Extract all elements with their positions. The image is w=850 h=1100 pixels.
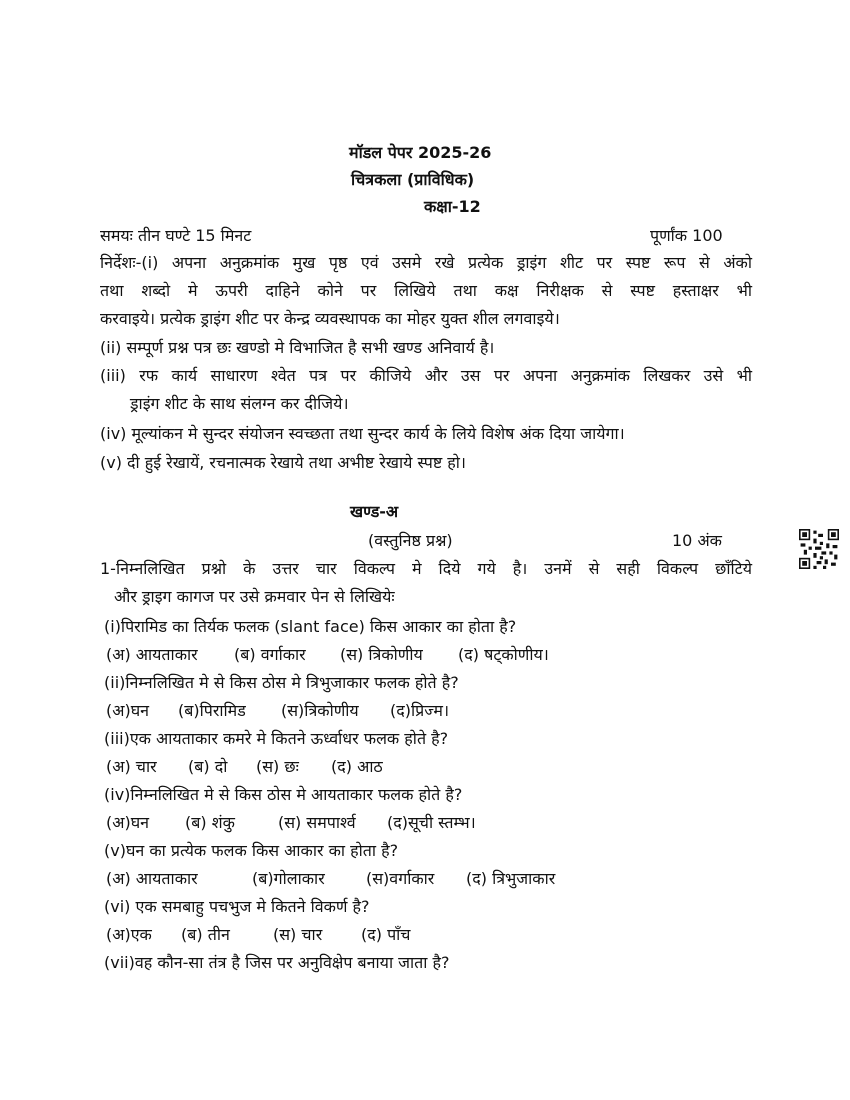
instruction-v: (v) दी हुई रेखायें, रचनात्मक रेखाये तथा अभीष्ट रेखाये स्पष्ट हो। bbox=[100, 453, 466, 472]
subquestion: (v)घन का प्रत्येक फलक किस आकार का होता है? bbox=[104, 841, 399, 860]
class-label: कक्षा-12 bbox=[424, 197, 481, 216]
instruction-iii-line: ड्राइंग शीट के साथ संलग्न कर दीजिये। bbox=[130, 394, 349, 413]
option: (स) चार bbox=[273, 925, 323, 944]
option: (द) आठ bbox=[331, 757, 383, 776]
option: (अ)घन bbox=[106, 701, 150, 720]
subquestion: (ii)निम्नलिखित मे से किस ठोस मे त्रिभुजाकार फलक होते है? bbox=[104, 673, 459, 692]
option: (अ)एक bbox=[106, 925, 152, 944]
option: (द)सूची स्तम्भ। bbox=[387, 813, 476, 832]
option: (द)प्रिज्म। bbox=[390, 701, 450, 720]
section-subtitle: (वस्तुनिष्ठ प्रश्न) bbox=[368, 531, 453, 550]
subquestion: (vi) एक समबाहु पचभुज मे कितने विकर्ण है? bbox=[104, 897, 370, 916]
subquestion: (iv)निम्नलिखित मे से किस ठोस मे आयताकार फलक होते है? bbox=[104, 785, 463, 804]
option: (स) त्रिकोणीय bbox=[340, 645, 423, 664]
subquestion: (i)पिरामिड का तिर्यक फलक (slant face) किस आकार का होता है? bbox=[104, 617, 517, 636]
option: (अ) चार bbox=[106, 757, 157, 776]
option: (द) त्रिभुजाकार bbox=[466, 869, 556, 888]
instruction-i-line: तथा शब्दो मे ऊपरी दाहिने कोने पर लिखिये तथा कक्ष निरीक्षक से स्पष्ट हस्ताक्षर भी bbox=[100, 281, 752, 300]
option: (द) पाँच bbox=[361, 925, 411, 944]
question-1-line: 1-निम्नलिखित प्रश्नो के उत्तर चार विकल्प मे दिये गये है। उनमें से सही विकल्प छाँटिये bbox=[100, 559, 752, 578]
option: (अ) आयताकार bbox=[106, 645, 198, 664]
instruction-iv: (iv) मूल्यांकन मे सुन्दर संयोजन स्वच्छता तथा सुन्दर कार्य के लिये विशेष अंक दिया जायेगा। bbox=[100, 424, 625, 443]
instruction-iii bbox=[100, 362, 752, 418]
option: (ब) वर्गाकार bbox=[234, 645, 306, 664]
paper-title: मॉडल पेपर 2025-26 bbox=[349, 143, 492, 162]
section-marks: 10 अंक bbox=[672, 531, 722, 550]
option: (ब) दो bbox=[188, 757, 228, 776]
question-1 bbox=[100, 555, 752, 611]
option: (द) षट्कोणीय। bbox=[458, 645, 549, 664]
subquestion: (vii)वह कौन-सा तंत्र है जिस पर अनुविक्षेप बनाया जाता है? bbox=[104, 953, 450, 972]
section-title: खण्ड-अ bbox=[350, 502, 399, 521]
option: (अ)घन bbox=[106, 813, 150, 832]
option: (स) समपार्श्व bbox=[278, 813, 356, 832]
instruction-i bbox=[100, 249, 752, 333]
option: (स)त्रिकोणीय bbox=[281, 701, 359, 720]
option: (ब)पिरामिड bbox=[178, 701, 246, 720]
option: (स)वर्गाकार bbox=[366, 869, 435, 888]
option: (ब) तीन bbox=[181, 925, 230, 944]
subquestion: (iii)एक आयताकार कमरे मे कितने ऊर्ध्वाधर फलक होते है? bbox=[104, 729, 449, 748]
option: (ब) शंकु bbox=[185, 813, 235, 832]
instruction-ii: (ii) सम्पूर्ण प्रश्न पत्र छः खण्डो मे विभाजित है सभी खण्ड अनिवार्य है। bbox=[100, 338, 495, 357]
option: (ब)गोलाकार bbox=[252, 869, 325, 888]
question-1-line: और ड्राइग कागज पर उसे क्रमवार पेन से लिखियेः bbox=[114, 587, 395, 606]
instruction-i-line: करवाइये। प्रत्येक ड्राइंग शीट पर केन्द्र व्यवस्थापक का मोहर युक्त शील लगवाइये। bbox=[100, 309, 560, 328]
subject-title: चित्रकला (प्राविधिक) bbox=[351, 170, 475, 189]
qr-code-icon bbox=[799, 529, 839, 569]
option: (अ) आयताकार bbox=[106, 869, 198, 888]
option: (स) छः bbox=[256, 757, 299, 776]
instruction-i-line: निर्देशः-(i) अपना अनुक्रमांक मुख पृष्ठ एवं उसमे रखे प्रत्येक ड्राइंग शीट पर स्पष्ट रूप से अंको bbox=[100, 253, 752, 272]
instruction-iii-line: (iii) रफ कार्य साधारण श्वेत पत्र पर कीजिये और उस पर अपना अनुक्रमांक लिखकर उसे भी bbox=[100, 366, 752, 385]
time-label: समयः तीन घण्टे 15 मिनट bbox=[100, 226, 252, 245]
max-marks: पूर्णांक 100 bbox=[650, 226, 723, 245]
